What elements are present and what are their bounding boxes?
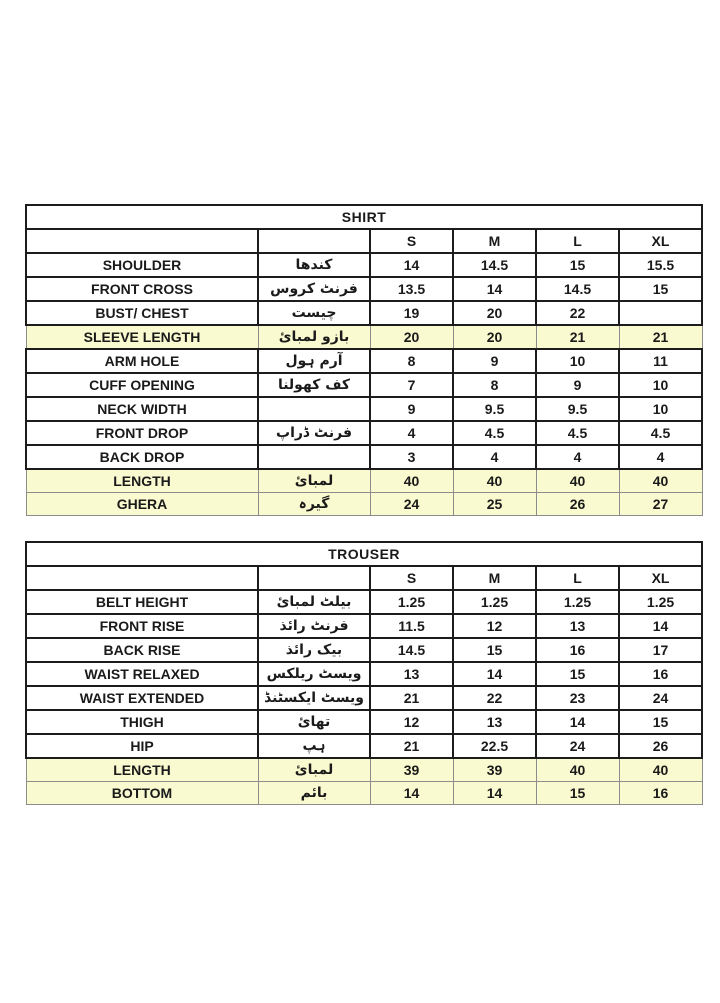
- measurement-label-cell: NECK WIDTH: [26, 397, 258, 421]
- measurement-row: [26, 614, 702, 638]
- measurement-label-cell: GHERA: [26, 493, 258, 516]
- measurement-urdu-label-cell: فرنٹ کروس: [258, 277, 370, 301]
- measurement-urdu-label-cell: لمبائ: [258, 469, 370, 493]
- size-value-cell: 15: [536, 662, 619, 686]
- measurement-label-cell: WAIST EXTENDED: [26, 686, 258, 710]
- size-value-cell: 39: [453, 758, 536, 782]
- measurement-urdu-label-cell: کف کھولنا: [258, 373, 370, 397]
- size-header-cell: L: [536, 566, 619, 590]
- size-value-cell: 9: [453, 349, 536, 373]
- size-value-cell: 9.5: [536, 397, 619, 421]
- size-value-cell: 20: [453, 325, 536, 349]
- measurement-urdu-label-cell: ویسٹ ایکسٹنڈ: [258, 686, 370, 710]
- size-value-cell: 4: [370, 421, 453, 445]
- header-spacer-cell: [258, 566, 370, 590]
- size-value-cell: 22.5: [453, 734, 536, 758]
- size-value-cell: 14: [619, 614, 702, 638]
- measurement-label-cell: SHOULDER: [26, 253, 258, 277]
- size-value-cell: 3: [370, 445, 453, 469]
- measurement-row: [26, 662, 702, 686]
- measurement-label-cell: BOTTOM: [26, 782, 258, 805]
- size-value-cell: 9.5: [453, 397, 536, 421]
- size-value-cell: 24: [370, 493, 453, 516]
- measurement-label-cell: HIP: [26, 734, 258, 758]
- size-value-cell: 24: [619, 686, 702, 710]
- size-value-cell: 14: [370, 253, 453, 277]
- measurement-label-cell: LENGTH: [26, 469, 258, 493]
- measurement-urdu-label-cell: فرنٹ ڈراپ: [258, 421, 370, 445]
- size-value-cell: 24: [536, 734, 619, 758]
- size-value-cell: 12: [370, 710, 453, 734]
- size-value-cell: 40: [370, 469, 453, 493]
- size-value-cell: 1.25: [453, 590, 536, 614]
- measurement-urdu-label-cell: لمبائ: [258, 758, 370, 782]
- measurement-label-cell: FRONT CROSS: [26, 277, 258, 301]
- size-value-cell: 15: [536, 782, 619, 805]
- size-value-cell: 14: [453, 662, 536, 686]
- measurement-urdu-label-cell: فرنٹ رائذ: [258, 614, 370, 638]
- size-value-cell: 22: [453, 686, 536, 710]
- size-value-cell: 10: [619, 373, 702, 397]
- size-value-cell: 8: [370, 349, 453, 373]
- measurement-urdu-label-cell: بائم: [258, 782, 370, 805]
- size-value-cell: 27: [619, 493, 702, 516]
- measurement-row: [26, 493, 702, 516]
- size-value-cell: 17: [619, 638, 702, 662]
- size-value-cell: 14: [453, 782, 536, 805]
- size-value-cell: 10: [619, 397, 702, 421]
- size-value-cell: 13: [370, 662, 453, 686]
- size-value-cell: 11.5: [370, 614, 453, 638]
- size-value-cell: 15: [619, 710, 702, 734]
- size-value-cell: 4.5: [453, 421, 536, 445]
- size-value-cell: 16: [619, 662, 702, 686]
- size-value-cell: 21: [619, 325, 702, 349]
- size-value-cell: 13: [453, 710, 536, 734]
- table-title: SHIRT: [26, 205, 702, 229]
- shirt-size-table: [25, 204, 703, 516]
- size-value-cell: 19: [370, 301, 453, 325]
- size-value-cell: 11: [619, 349, 702, 373]
- measurement-urdu-label-cell: بیک رائذ: [258, 638, 370, 662]
- measurement-urdu-label-cell: آرم ہول: [258, 349, 370, 373]
- table-title: TROUSER: [26, 542, 702, 566]
- size-value-cell: 15: [453, 638, 536, 662]
- size-value-cell: 14.5: [536, 277, 619, 301]
- measurement-row: [26, 397, 702, 421]
- table-title-row: [26, 205, 702, 229]
- size-header-row: [26, 566, 702, 590]
- measurement-label-cell: LENGTH: [26, 758, 258, 782]
- size-value-cell: 21: [370, 686, 453, 710]
- size-value-cell: 14.5: [453, 253, 536, 277]
- size-value-cell: 20: [370, 325, 453, 349]
- size-value-cell: 40: [536, 469, 619, 493]
- size-header-cell: S: [370, 566, 453, 590]
- measurement-urdu-label-cell: بیلٹ لمبائ: [258, 590, 370, 614]
- size-value-cell: 21: [536, 325, 619, 349]
- measurement-urdu-label-cell: کندھا: [258, 253, 370, 277]
- size-header-cell: XL: [619, 229, 702, 253]
- header-spacer-cell: [26, 566, 258, 590]
- size-value-cell: 4.5: [619, 421, 702, 445]
- size-value-cell: 20: [453, 301, 536, 325]
- measurement-row: [26, 686, 702, 710]
- size-value-cell: 1.25: [370, 590, 453, 614]
- size-value-cell: 40: [619, 469, 702, 493]
- measurement-row: [26, 277, 702, 301]
- measurement-label-cell: BUST/ CHEST: [26, 301, 258, 325]
- measurement-row: [26, 758, 702, 782]
- size-value-cell: 4.5: [536, 421, 619, 445]
- size-header-cell: L: [536, 229, 619, 253]
- measurement-row: [26, 301, 702, 325]
- size-value-cell: 14: [370, 782, 453, 805]
- size-value-cell: 9: [370, 397, 453, 421]
- measurement-row: [26, 253, 702, 277]
- size-header-cell: M: [453, 566, 536, 590]
- measurement-urdu-label-cell: ویسٹ ریلکس: [258, 662, 370, 686]
- size-header-cell: S: [370, 229, 453, 253]
- measurement-urdu-label-cell: [258, 445, 370, 469]
- size-value-cell: 14.5: [370, 638, 453, 662]
- measurement-urdu-label-cell: چیست: [258, 301, 370, 325]
- measurement-row: [26, 710, 702, 734]
- size-value-cell: 14: [536, 710, 619, 734]
- size-value-cell: 13.5: [370, 277, 453, 301]
- measurement-urdu-label-cell: بازو لمبائ: [258, 325, 370, 349]
- size-value-cell: 40: [619, 758, 702, 782]
- measurement-label-cell: BACK RISE: [26, 638, 258, 662]
- size-value-cell: 7: [370, 373, 453, 397]
- size-header-cell: M: [453, 229, 536, 253]
- measurement-row: [26, 349, 702, 373]
- measurement-row: [26, 782, 702, 805]
- measurement-label-cell: SLEEVE LENGTH: [26, 325, 258, 349]
- measurement-row: [26, 469, 702, 493]
- size-value-cell: 26: [619, 734, 702, 758]
- measurement-label-cell: THIGH: [26, 710, 258, 734]
- measurement-label-cell: ARM HOLE: [26, 349, 258, 373]
- measurement-label-cell: FRONT RISE: [26, 614, 258, 638]
- measurement-label-cell: BELT HEIGHT: [26, 590, 258, 614]
- size-value-cell: 9: [536, 373, 619, 397]
- size-value-cell: 40: [453, 469, 536, 493]
- measurement-label-cell: FRONT DROP: [26, 421, 258, 445]
- size-value-cell: 4: [619, 445, 702, 469]
- trouser-size-table: [25, 541, 703, 805]
- shirt-table-body: [26, 205, 702, 516]
- size-value-cell: 8: [453, 373, 536, 397]
- size-value-cell: 13: [536, 614, 619, 638]
- size-value-cell: 22: [536, 301, 619, 325]
- measurement-urdu-label-cell: [258, 397, 370, 421]
- size-value-cell: 10: [536, 349, 619, 373]
- size-value-cell: 15.5: [619, 253, 702, 277]
- measurement-label-cell: WAIST RELAXED: [26, 662, 258, 686]
- size-value-cell: 26: [536, 493, 619, 516]
- measurement-label-cell: CUFF OPENING: [26, 373, 258, 397]
- measurement-urdu-label-cell: تھائ: [258, 710, 370, 734]
- trouser-table-body: [26, 542, 702, 805]
- size-value-cell: 23: [536, 686, 619, 710]
- size-value-cell: 1.25: [619, 590, 702, 614]
- measurement-row: [26, 421, 702, 445]
- table-title-row: [26, 542, 702, 566]
- measurement-row: [26, 590, 702, 614]
- size-value-cell: 12: [453, 614, 536, 638]
- size-value-cell: 16: [536, 638, 619, 662]
- measurement-urdu-label-cell: ہپ: [258, 734, 370, 758]
- size-header-row: [26, 229, 702, 253]
- size-value-cell: 14: [453, 277, 536, 301]
- measurement-row: [26, 638, 702, 662]
- size-value-cell: 16: [619, 782, 702, 805]
- size-value-cell: 39: [370, 758, 453, 782]
- size-value-cell: 1.25: [536, 590, 619, 614]
- measurement-row: [26, 373, 702, 397]
- size-value-cell: [619, 301, 702, 325]
- size-value-cell: 25: [453, 493, 536, 516]
- size-value-cell: 4: [536, 445, 619, 469]
- size-value-cell: 15: [619, 277, 702, 301]
- size-value-cell: 21: [370, 734, 453, 758]
- measurement-row: [26, 325, 702, 349]
- size-value-cell: 4: [453, 445, 536, 469]
- size-value-cell: 15: [536, 253, 619, 277]
- measurement-row: [26, 734, 702, 758]
- header-spacer-cell: [258, 229, 370, 253]
- size-value-cell: 40: [536, 758, 619, 782]
- header-spacer-cell: [26, 229, 258, 253]
- measurement-urdu-label-cell: گیرہ: [258, 493, 370, 516]
- measurement-label-cell: BACK DROP: [26, 445, 258, 469]
- size-header-cell: XL: [619, 566, 702, 590]
- measurement-row: [26, 445, 702, 469]
